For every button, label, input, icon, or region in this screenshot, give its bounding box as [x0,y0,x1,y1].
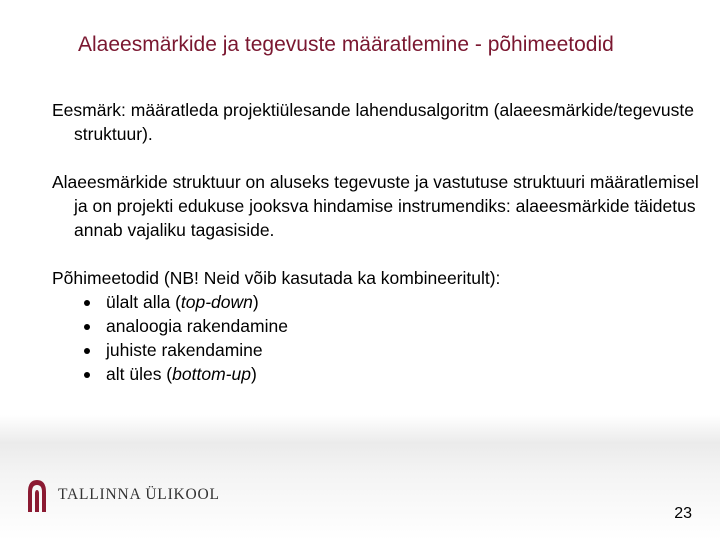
paragraph-methods [52,266,702,290]
list-item-text: analoogia rakendamine [106,316,288,336]
methods-list [52,290,702,386]
list-item [84,290,702,314]
bullet-icon [84,348,90,354]
bullet-icon [84,300,90,306]
list-item-suffix: ) [250,364,257,384]
logo-text: TALLINNA ÜLIKOOL [58,486,220,503]
list-item [84,314,702,338]
university-logo [26,478,220,512]
bullet-icon [84,372,90,378]
list-item [84,362,702,386]
page-number: 23 [674,505,692,522]
slide-title: Alaeesmärkide ja tegevuste määratlemine - põhimeetodid [78,33,614,56]
bullet-icon [84,324,90,330]
list-item-italic: top-down [180,292,253,312]
tallinn-university-logo-icon [26,478,48,512]
methods-intro: Põhimeetodid (NB! Neid võib kasutada ka kombineeritult): [52,268,501,288]
list-item-italic: bottom-up [172,364,251,384]
list-item-text: juhiste rakendamine [106,340,263,360]
list-item-suffix: ) [252,292,259,312]
list-item-text: ülalt alla ( [106,292,181,312]
paragraph-structure: Alaeesmärkide struktuur on aluseks tegevuste ja vastutuse struktuuri määratlemisel ja on projekti edukuse jooksva hindamise instrumendiks: alaeesmärkide täidetus annab vajaliku tagasiside. [52,172,699,240]
list-item [84,338,702,362]
slide-body [52,98,702,386]
paragraph-goal: Eesmärk: määratleda projektiülesande lahendusalgoritm (alaeesmärkide/tegevuste struktuur). [52,100,695,144]
list-item-text: alt üles ( [106,364,173,384]
